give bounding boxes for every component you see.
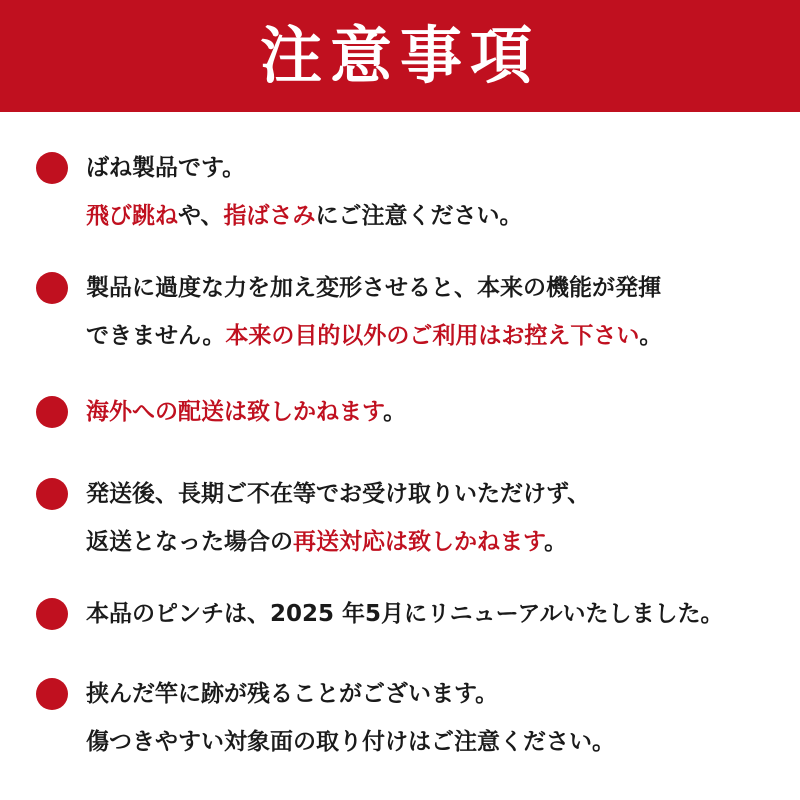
notice-text: 製品に過度な力を加え変形させると、本来の機能が発揮 xyxy=(86,275,661,301)
bullet-dot-icon xyxy=(36,396,68,428)
notice-text: や、 xyxy=(178,203,224,229)
notice-line xyxy=(86,150,786,198)
notice-line xyxy=(86,318,786,366)
notice-highlight: 再送対応は致しかねます xyxy=(293,529,545,555)
notice-text: 傷つきやすい対象面の取り付けはご注意ください。 xyxy=(86,729,615,755)
notice-highlight: 指ばさみ xyxy=(223,203,316,229)
notice-text: 。 xyxy=(639,323,663,349)
bullet-dot-icon xyxy=(36,678,68,710)
bullet-dot-icon xyxy=(36,152,68,184)
notice-highlight: 飛び跳ね xyxy=(86,203,178,229)
notice-text: にご注意ください。 xyxy=(315,203,523,229)
notice-line xyxy=(86,676,786,724)
page-title: 注意事項 xyxy=(259,19,540,92)
notice-text: 発送後、長期ご不在等でお受け取りいただけず、 xyxy=(86,481,591,507)
bullet-dot-icon xyxy=(36,272,68,304)
notice-highlight: 本来の目的以外のご利用はお控え下さい xyxy=(225,323,640,349)
notice-line xyxy=(86,724,786,772)
notice-text: 挟んだ竿に跡が残ることがございます。 xyxy=(86,681,499,707)
notice-text: 。 xyxy=(383,399,407,425)
notice-text: 返送となった場合の xyxy=(86,529,293,555)
notice-text: 。 xyxy=(544,529,568,555)
header-banner xyxy=(0,0,800,112)
notice-line xyxy=(86,198,786,246)
notice-line xyxy=(86,270,786,318)
notice-highlight: 海外への配送は致しかねます xyxy=(86,399,384,425)
bullet-dot-icon xyxy=(36,598,68,630)
notice-text: できません。 xyxy=(86,323,226,349)
notice-line xyxy=(86,394,786,442)
notice-line xyxy=(86,596,786,644)
bullet-dot-icon xyxy=(36,478,68,510)
notice-text: ばね製品です。 xyxy=(86,155,246,181)
notice-text: 本品のピンチは、2025 年5月にリニューアルいたしました。 xyxy=(86,601,724,627)
notice-line xyxy=(86,476,786,524)
notice-line xyxy=(86,524,786,572)
